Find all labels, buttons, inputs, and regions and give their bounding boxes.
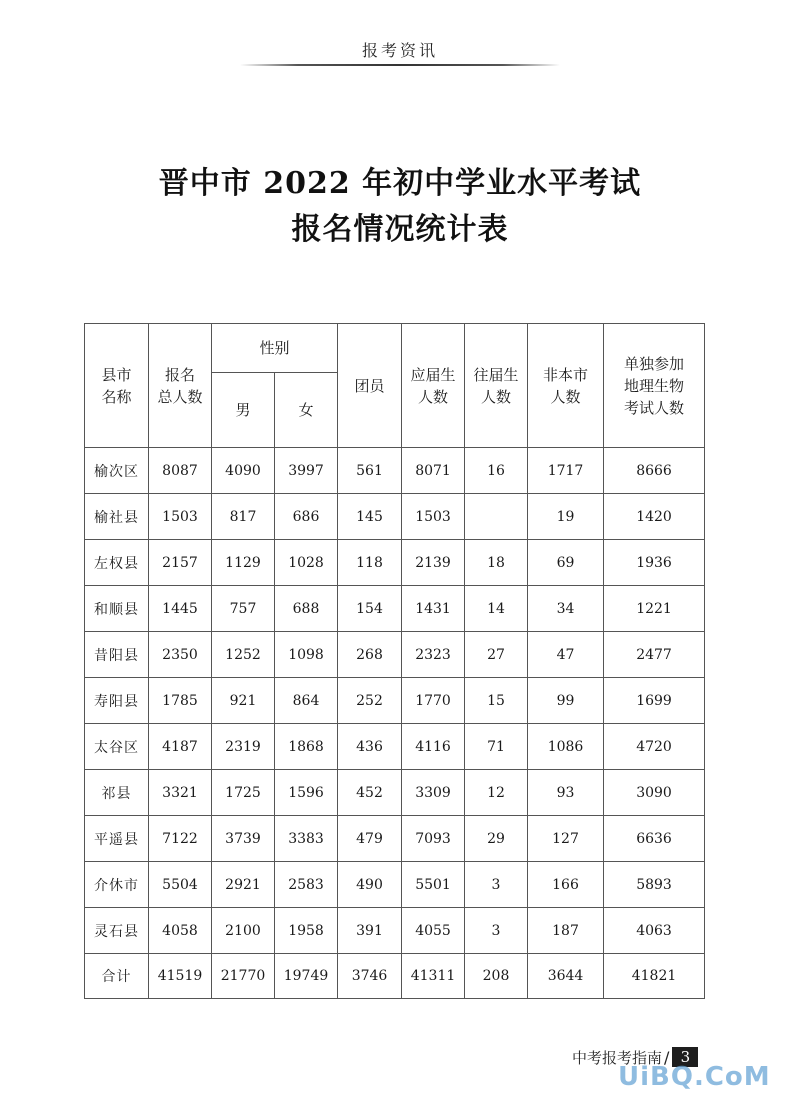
table-row bbox=[85, 678, 705, 724]
header-fresh-line-1: 应届生 bbox=[410, 365, 456, 384]
cell-fresh: 4116 bbox=[402, 724, 465, 770]
cell-male: 1252 bbox=[212, 632, 275, 678]
cell-geo-bio: 1936 bbox=[604, 540, 705, 586]
cell-nonlocal: 19 bbox=[528, 494, 604, 540]
cell-geo-bio: 3090 bbox=[604, 770, 705, 816]
registration-statistics-table bbox=[84, 323, 705, 999]
cell-nonlocal: 93 bbox=[528, 770, 604, 816]
cell-total: 3321 bbox=[149, 770, 212, 816]
cell-league: 145 bbox=[338, 494, 402, 540]
cell-nonlocal: 99 bbox=[528, 678, 604, 724]
cell-geo-bio: 6636 bbox=[604, 816, 705, 862]
cell-repeat: 208 bbox=[465, 954, 528, 999]
table-body bbox=[85, 448, 705, 999]
cell-fresh: 7093 bbox=[402, 816, 465, 862]
cell-fresh: 2139 bbox=[402, 540, 465, 586]
document-title-line-1: 晋中市 2022 年初中学业水平考试 bbox=[158, 166, 642, 201]
cell-geo-bio: 1420 bbox=[604, 494, 705, 540]
header-county-line-1: 县市 bbox=[101, 365, 132, 384]
cell-league: 252 bbox=[338, 678, 402, 724]
cell-male: 1129 bbox=[212, 540, 275, 586]
table-row bbox=[85, 908, 705, 954]
cell-name: 昔阳县 bbox=[85, 632, 149, 678]
cell-female: 1868 bbox=[275, 724, 338, 770]
header-geo-bio-line-3: 考试人数 bbox=[624, 398, 685, 417]
cell-male: 817 bbox=[212, 494, 275, 540]
header-fresh bbox=[402, 324, 465, 448]
cell-name: 祁县 bbox=[85, 770, 149, 816]
cell-female: 1028 bbox=[275, 540, 338, 586]
cell-fresh: 1770 bbox=[402, 678, 465, 724]
header-county-line-2: 名称 bbox=[101, 387, 132, 406]
table-row bbox=[85, 448, 705, 494]
table-row bbox=[85, 862, 705, 908]
cell-league: 154 bbox=[338, 586, 402, 632]
cell-nonlocal: 166 bbox=[528, 862, 604, 908]
cell-nonlocal: 69 bbox=[528, 540, 604, 586]
cell-fresh: 3309 bbox=[402, 770, 465, 816]
cell-nonlocal: 187 bbox=[528, 908, 604, 954]
watermark-logo: UiBQ.CoM bbox=[618, 1062, 771, 1092]
cell-name: 榆社县 bbox=[85, 494, 149, 540]
cell-geo-bio: 5893 bbox=[604, 862, 705, 908]
cell-name: 寿阳县 bbox=[85, 678, 149, 724]
cell-total: 4058 bbox=[149, 908, 212, 954]
cell-total: 8087 bbox=[149, 448, 212, 494]
cell-female: 19749 bbox=[275, 954, 338, 999]
section-label: 报考资讯 bbox=[361, 41, 438, 60]
cell-fresh: 4055 bbox=[402, 908, 465, 954]
cell-total: 2350 bbox=[149, 632, 212, 678]
cell-geo-bio: 1221 bbox=[604, 586, 705, 632]
cell-name: 合计 bbox=[85, 954, 149, 999]
cell-league: 452 bbox=[338, 770, 402, 816]
guide-title: 中考报考指南 bbox=[572, 1048, 663, 1067]
cell-female: 2583 bbox=[275, 862, 338, 908]
cell-repeat: 15 bbox=[465, 678, 528, 724]
cell-league: 268 bbox=[338, 632, 402, 678]
cell-male: 4090 bbox=[212, 448, 275, 494]
cell-geo-bio: 41821 bbox=[604, 954, 705, 999]
cell-league: 3746 bbox=[338, 954, 402, 999]
cell-male: 757 bbox=[212, 586, 275, 632]
cell-geo-bio: 4720 bbox=[604, 724, 705, 770]
cell-male: 2100 bbox=[212, 908, 275, 954]
cell-female: 686 bbox=[275, 494, 338, 540]
cell-league: 561 bbox=[338, 448, 402, 494]
cell-female: 1958 bbox=[275, 908, 338, 954]
cell-female: 1098 bbox=[275, 632, 338, 678]
header-county bbox=[85, 324, 149, 448]
header-total-line-1: 报名 bbox=[164, 365, 195, 384]
cell-league: 479 bbox=[338, 816, 402, 862]
table-row bbox=[85, 816, 705, 862]
table-row bbox=[85, 724, 705, 770]
cell-fresh: 5501 bbox=[402, 862, 465, 908]
header-repeat bbox=[465, 324, 528, 448]
cell-fresh: 2323 bbox=[402, 632, 465, 678]
header-geo-bio bbox=[604, 324, 705, 448]
cell-repeat bbox=[465, 494, 528, 540]
header-nonlocal-line-2: 人数 bbox=[550, 387, 581, 406]
cell-repeat: 29 bbox=[465, 816, 528, 862]
header-geo-bio-line-1: 单独参加 bbox=[624, 354, 685, 373]
cell-geo-bio: 1699 bbox=[604, 678, 705, 724]
cell-male: 1725 bbox=[212, 770, 275, 816]
cell-name: 太谷区 bbox=[85, 724, 149, 770]
header-nonlocal bbox=[528, 324, 604, 448]
cell-nonlocal: 34 bbox=[528, 586, 604, 632]
header-total bbox=[149, 324, 212, 448]
cell-league: 436 bbox=[338, 724, 402, 770]
cell-repeat: 27 bbox=[465, 632, 528, 678]
header-female: 女 bbox=[275, 373, 338, 448]
header-repeat-line-1: 往届生 bbox=[473, 365, 519, 384]
header-fresh-line-2: 人数 bbox=[418, 387, 449, 406]
table-row bbox=[85, 494, 705, 540]
cell-repeat: 12 bbox=[465, 770, 528, 816]
header-row-1 bbox=[85, 324, 705, 373]
table-total-row bbox=[85, 954, 705, 999]
cell-male: 921 bbox=[212, 678, 275, 724]
cell-league: 490 bbox=[338, 862, 402, 908]
cell-league: 118 bbox=[338, 540, 402, 586]
header-repeat-line-2: 人数 bbox=[481, 387, 512, 406]
table-row bbox=[85, 770, 705, 816]
cell-nonlocal: 1717 bbox=[528, 448, 604, 494]
cell-fresh: 1503 bbox=[402, 494, 465, 540]
cell-repeat: 16 bbox=[465, 448, 528, 494]
table-row bbox=[85, 632, 705, 678]
cell-nonlocal: 1086 bbox=[528, 724, 604, 770]
cell-total: 4187 bbox=[149, 724, 212, 770]
cell-total: 5504 bbox=[149, 862, 212, 908]
cell-total: 7122 bbox=[149, 816, 212, 862]
cell-repeat: 18 bbox=[465, 540, 528, 586]
cell-name: 榆次区 bbox=[85, 448, 149, 494]
header-total-line-2: 总人数 bbox=[157, 387, 203, 406]
cell-total: 1503 bbox=[149, 494, 212, 540]
cell-male: 3739 bbox=[212, 816, 275, 862]
cell-female: 1596 bbox=[275, 770, 338, 816]
cell-name: 介休市 bbox=[85, 862, 149, 908]
cell-male: 2319 bbox=[212, 724, 275, 770]
cell-name: 灵石县 bbox=[85, 908, 149, 954]
cell-total: 41519 bbox=[149, 954, 212, 999]
cell-geo-bio: 2477 bbox=[604, 632, 705, 678]
cell-total: 2157 bbox=[149, 540, 212, 586]
cell-fresh: 8071 bbox=[402, 448, 465, 494]
cell-league: 391 bbox=[338, 908, 402, 954]
header-male: 男 bbox=[212, 373, 275, 448]
cell-female: 3383 bbox=[275, 816, 338, 862]
cell-male: 2921 bbox=[212, 862, 275, 908]
header-rule bbox=[240, 64, 560, 66]
header-league: 团员 bbox=[338, 324, 402, 448]
cell-geo-bio: 4063 bbox=[604, 908, 705, 954]
table-row bbox=[85, 540, 705, 586]
header-gender: 性别 bbox=[212, 324, 338, 373]
page-number: 3 bbox=[672, 1047, 698, 1067]
cell-name: 和顺县 bbox=[85, 586, 149, 632]
cell-nonlocal: 3644 bbox=[528, 954, 604, 999]
cell-female: 688 bbox=[275, 586, 338, 632]
document-title-line-2: 报名情况统计表 bbox=[291, 212, 509, 247]
cell-female: 864 bbox=[275, 678, 338, 724]
cell-fresh: 1431 bbox=[402, 586, 465, 632]
header-geo-bio-line-2: 地理生物 bbox=[624, 376, 685, 395]
cell-nonlocal: 127 bbox=[528, 816, 604, 862]
cell-geo-bio: 8666 bbox=[604, 448, 705, 494]
cell-fresh: 41311 bbox=[402, 954, 465, 999]
cell-male: 21770 bbox=[212, 954, 275, 999]
table-row bbox=[85, 586, 705, 632]
footer-slash: / bbox=[664, 1047, 670, 1067]
cell-name: 左权县 bbox=[85, 540, 149, 586]
cell-repeat: 14 bbox=[465, 586, 528, 632]
cell-repeat: 3 bbox=[465, 908, 528, 954]
header-nonlocal-line-1: 非本市 bbox=[543, 365, 589, 384]
cell-repeat: 71 bbox=[465, 724, 528, 770]
cell-total: 1445 bbox=[149, 586, 212, 632]
cell-nonlocal: 47 bbox=[528, 632, 604, 678]
cell-repeat: 3 bbox=[465, 862, 528, 908]
cell-total: 1785 bbox=[149, 678, 212, 724]
cell-female: 3997 bbox=[275, 448, 338, 494]
cell-name: 平遥县 bbox=[85, 816, 149, 862]
